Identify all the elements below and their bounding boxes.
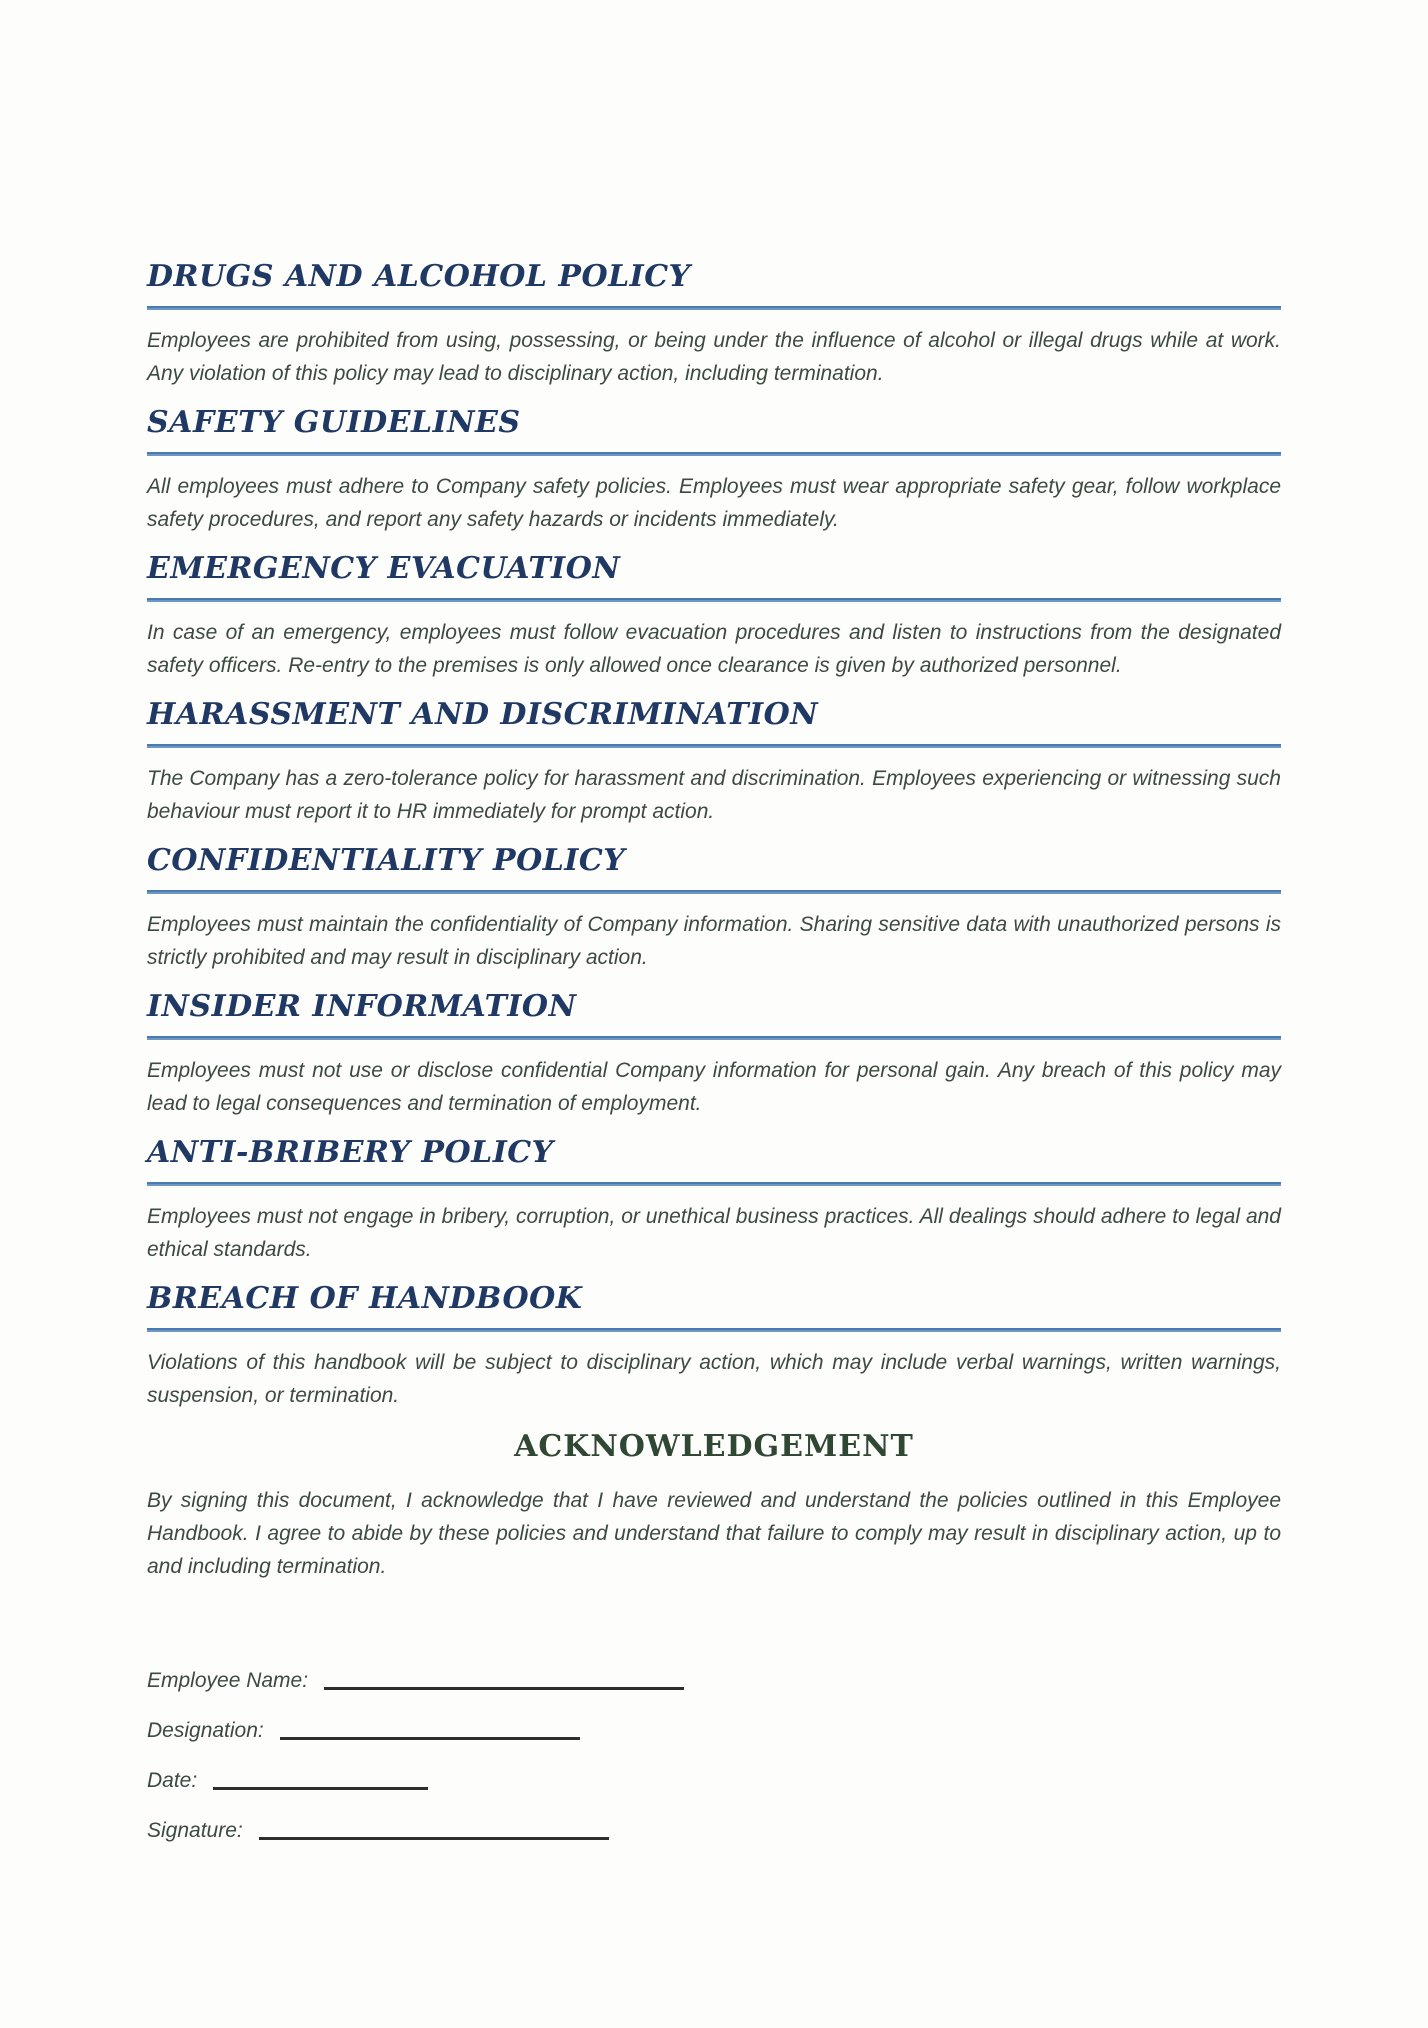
- heading-rule: [147, 1182, 1281, 1186]
- section-breach-of-handbook: [147, 1282, 1281, 1412]
- signature-row-date: [147, 1769, 1281, 1793]
- signature-row-designation: [147, 1719, 1281, 1743]
- date-line: [213, 1787, 428, 1790]
- heading-rule: [147, 1328, 1281, 1332]
- section-drugs-and-alcohol: [147, 260, 1281, 390]
- employee-name-label: Employee Name:: [147, 1669, 309, 1692]
- section-heading: SAFETY GUIDELINES: [147, 405, 521, 440]
- section-heading: ANTI-BRIBERY POLICY: [147, 1135, 554, 1170]
- signature-block: [147, 1669, 1281, 1843]
- heading-rule: [147, 890, 1281, 894]
- section-anti-bribery: [147, 1136, 1281, 1266]
- section-insider-information: [147, 990, 1281, 1120]
- section-body: Violations of this handbook will be subject to disciplinary action, which may include verbal warnings, written warnings, suspension, or termination.: [147, 1351, 1281, 1407]
- section-body: All employees must adhere to Company safety policies. Employees must wear appropriate safety gear, follow workplace safety procedures, and report any safety hazards or incidents immediately.: [147, 475, 1281, 531]
- section-heading: INSIDER INFORMATION: [147, 989, 577, 1024]
- heading-rule: [147, 744, 1281, 748]
- signature-row-employee-name: [147, 1669, 1281, 1693]
- acknowledgement-title: ACKNOWLEDGEMENT: [514, 1429, 914, 1464]
- section-heading: CONFIDENTIALITY POLICY: [147, 843, 626, 878]
- section-heading: HARASSMENT AND DISCRIMINATION: [147, 697, 819, 732]
- section-body: In case of an emergency, employees must follow evacuation procedures and listen to instructions from the designated safety officers. Re-entry to the premises is only allowed once clearance is given by authorized personnel.: [147, 621, 1281, 677]
- signature-label: Signature:: [147, 1819, 243, 1842]
- heading-rule: [147, 452, 1281, 456]
- designation-line: [280, 1737, 580, 1740]
- designation-label: Designation:: [147, 1719, 264, 1742]
- heading-rule: [147, 1036, 1281, 1040]
- signature-line: [259, 1837, 609, 1840]
- section-confidentiality-policy: [147, 844, 1281, 974]
- signature-row-signature: [147, 1819, 1281, 1843]
- section-body: Employees must not engage in bribery, corruption, or unethical business practices. All dealings should adhere to legal and ethical standards.: [147, 1205, 1281, 1261]
- section-emergency-evacuation: [147, 552, 1281, 682]
- section-heading: EMERGENCY EVACUATION: [147, 551, 621, 586]
- section-heading: BREACH OF HANDBOOK: [147, 1281, 583, 1316]
- heading-rule: [147, 598, 1281, 602]
- section-body: Employees must maintain the confidentiality of Company information. Sharing sensitive data with unauthorized persons is strictly prohibited and may result in disciplinary action.: [147, 913, 1281, 969]
- date-label: Date:: [147, 1769, 198, 1792]
- employee-name-line: [324, 1687, 684, 1690]
- section-safety-guidelines: [147, 406, 1281, 536]
- section-body: Employees must not use or disclose confidential Company information for personal gain. Any breach of this policy may lead to legal consequences and termination of employment.: [147, 1059, 1281, 1115]
- section-body: The Company has a zero-tolerance policy for harassment and discrimination. Employees experiencing or witnessing such behaviour must report it to HR immediately for prompt action.: [147, 767, 1281, 823]
- heading-rule: [147, 306, 1281, 310]
- section-heading: DRUGS AND ALCOHOL POLICY: [147, 259, 691, 294]
- section-harassment-discrimination: [147, 698, 1281, 828]
- acknowledgement-body: By signing this document, I acknowledge that I have reviewed and understand the policies outlined in this Employee Handbook. I agree to abide by these policies and understand that failure to comply may result in disciplinary action, up to and including termination.: [147, 1489, 1281, 1578]
- section-body: Employees are prohibited from using, possessing, or being under the influence of alcohol or illegal drugs while at work. Any violation of this policy may lead to disciplinary action, including termination.: [147, 329, 1281, 385]
